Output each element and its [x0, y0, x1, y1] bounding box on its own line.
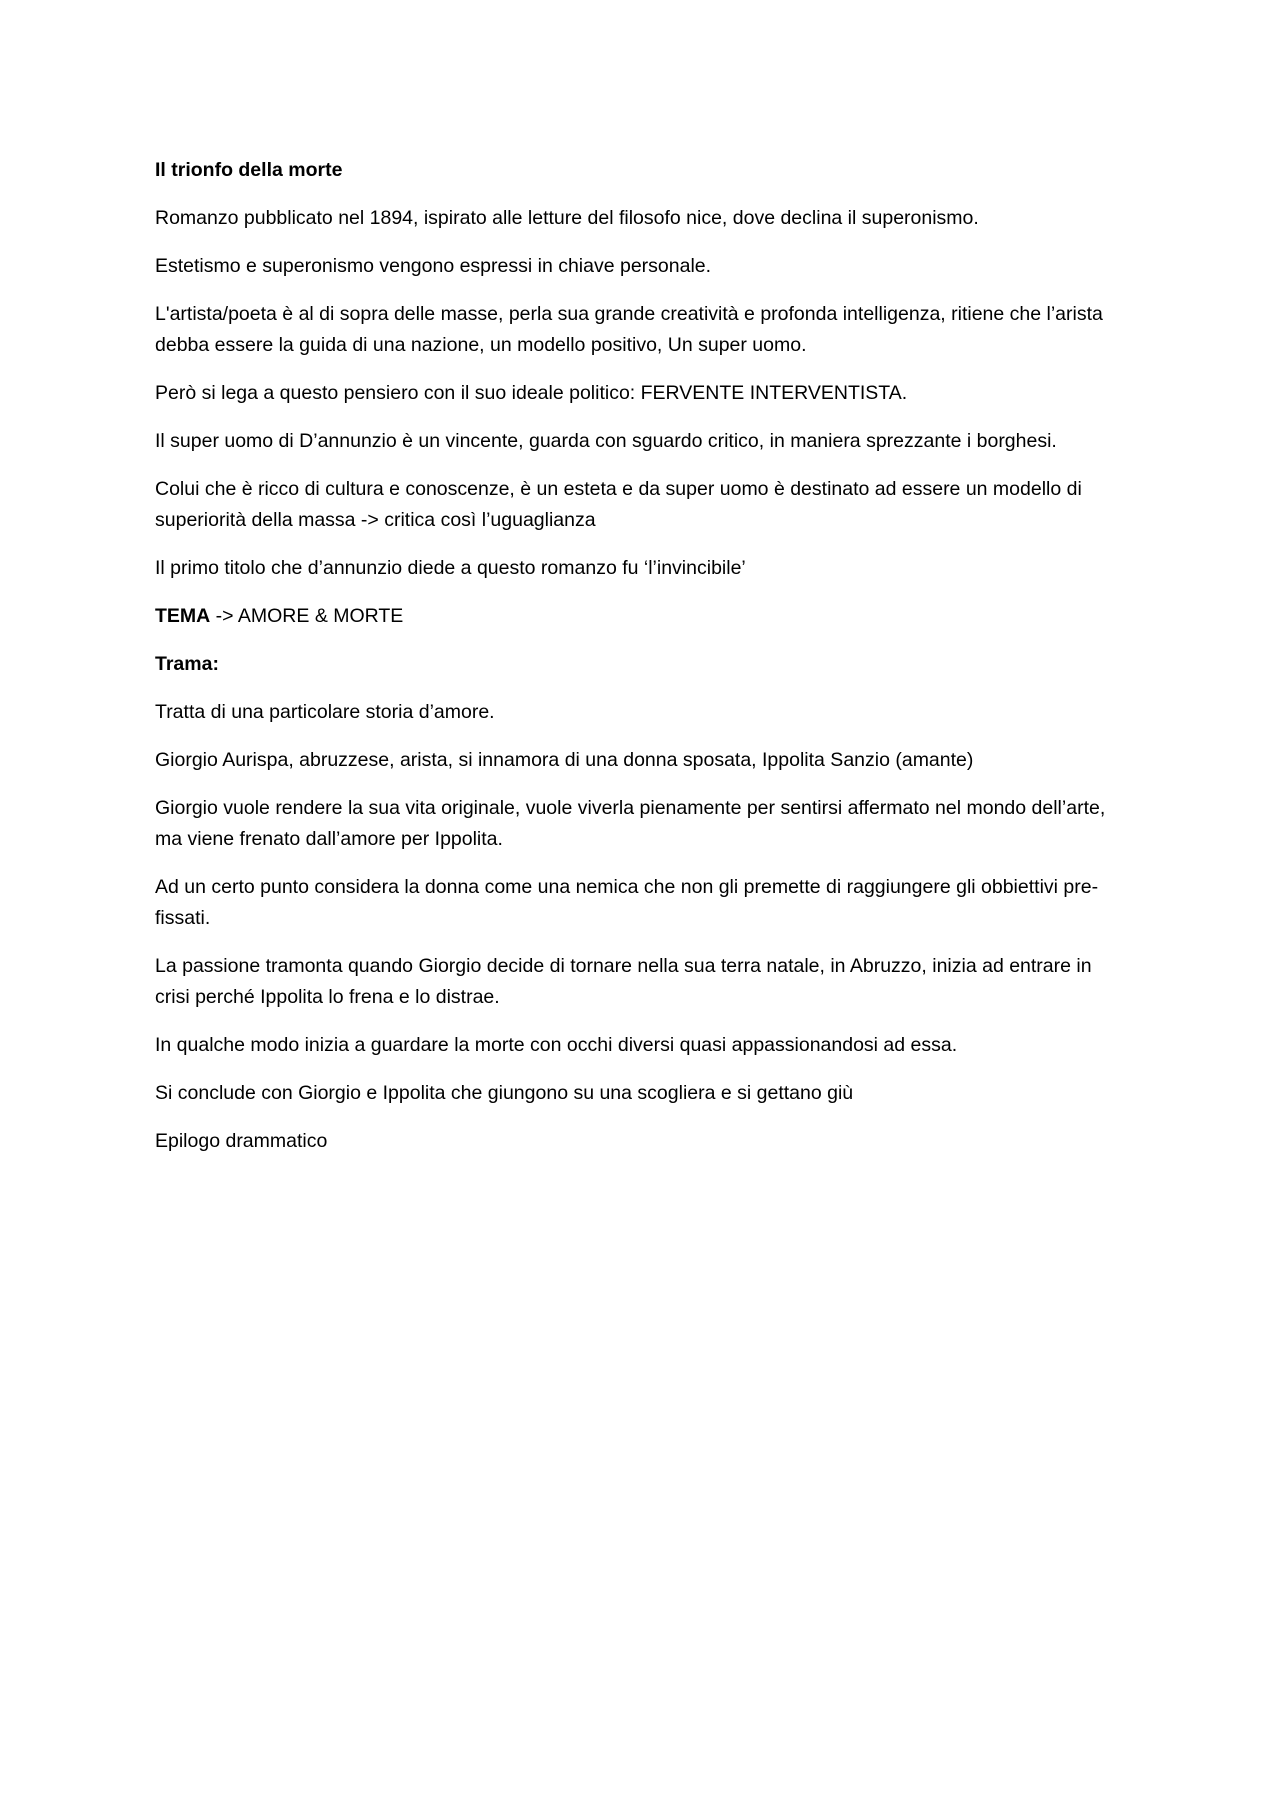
trama-paragraph: In qualche modo inizia a guardare la morte con occhi diversi quasi appassionandosi ad essa. — [155, 1034, 958, 1056]
trama-paragraph: Giorgio vuole rendere la sua vita originale, vuole viverla pienamente per sentirsi affermato nel mondo dell’arte, ma viene frenato dall’amore per Ippolita. — [155, 797, 1106, 850]
trama-paragraph: Si conclude con Giorgio e Ippolita che giungono su una scogliera e si gettano giù — [155, 1082, 854, 1104]
tema-line — [155, 601, 1115, 632]
trama-paragraph: Epilogo drammatico — [155, 1130, 328, 1152]
trama-paragraph: Giorgio Aurispa, abruzzese, arista, si innamora di una donna sposata, Ippolita Sanzio (amante) — [155, 749, 974, 771]
trama-paragraph: Tratta di una particolare storia d’amore. — [155, 701, 495, 723]
trama-heading: Trama: — [155, 653, 219, 675]
document-title: Il trionfo della morte — [155, 159, 343, 181]
tema-text: -> AMORE & MORTE — [210, 605, 404, 627]
paragraph: L'artista/poeta è al di sopra delle masse, perla sua grande creatività e profonda intelligenza, ritiene che l’arista debba essere la guida di una nazione, un modello positivo, Un super uomo. — [155, 303, 1103, 356]
paragraph: Romanzo pubblicato nel 1894, ispirato alle letture del filosofo nice, dove declina il superonismo. — [155, 207, 979, 229]
trama-paragraph: Ad un certo punto considera la donna come una nemica che non gli premette di raggiungere gli obbiettivi pre-fissati. — [155, 876, 1099, 929]
trama-paragraph: La passione tramonta quando Giorgio decide di tornare nella sua terra natale, in Abruzzo, inizia ad entrare in crisi perché Ippolita lo frena e lo distrae. — [155, 955, 1092, 1008]
paragraph: Però si lega a questo pensiero con il suo ideale politico: FERVENTE INTERVENTISTA. — [155, 382, 908, 404]
paragraph: Estetismo e superonismo vengono espressi in chiave personale. — [155, 255, 712, 277]
document-body — [155, 155, 1115, 1174]
paragraph: Il primo titolo che d’annunzio diede a questo romanzo fu ‘l’invincibile’ — [155, 557, 746, 579]
paragraph: Colui che è ricco di cultura e conoscenze, è un esteta e da super uomo è destinato ad essere un modello di superiorità della massa -> critica così l’uguaglianza — [155, 478, 1082, 531]
tema-label: TEMA — [155, 605, 211, 627]
paragraph: Il super uomo di D’annunzio è un vincente, guarda con sguardo critico, in maniera sprezzante i borghesi. — [155, 430, 1057, 452]
